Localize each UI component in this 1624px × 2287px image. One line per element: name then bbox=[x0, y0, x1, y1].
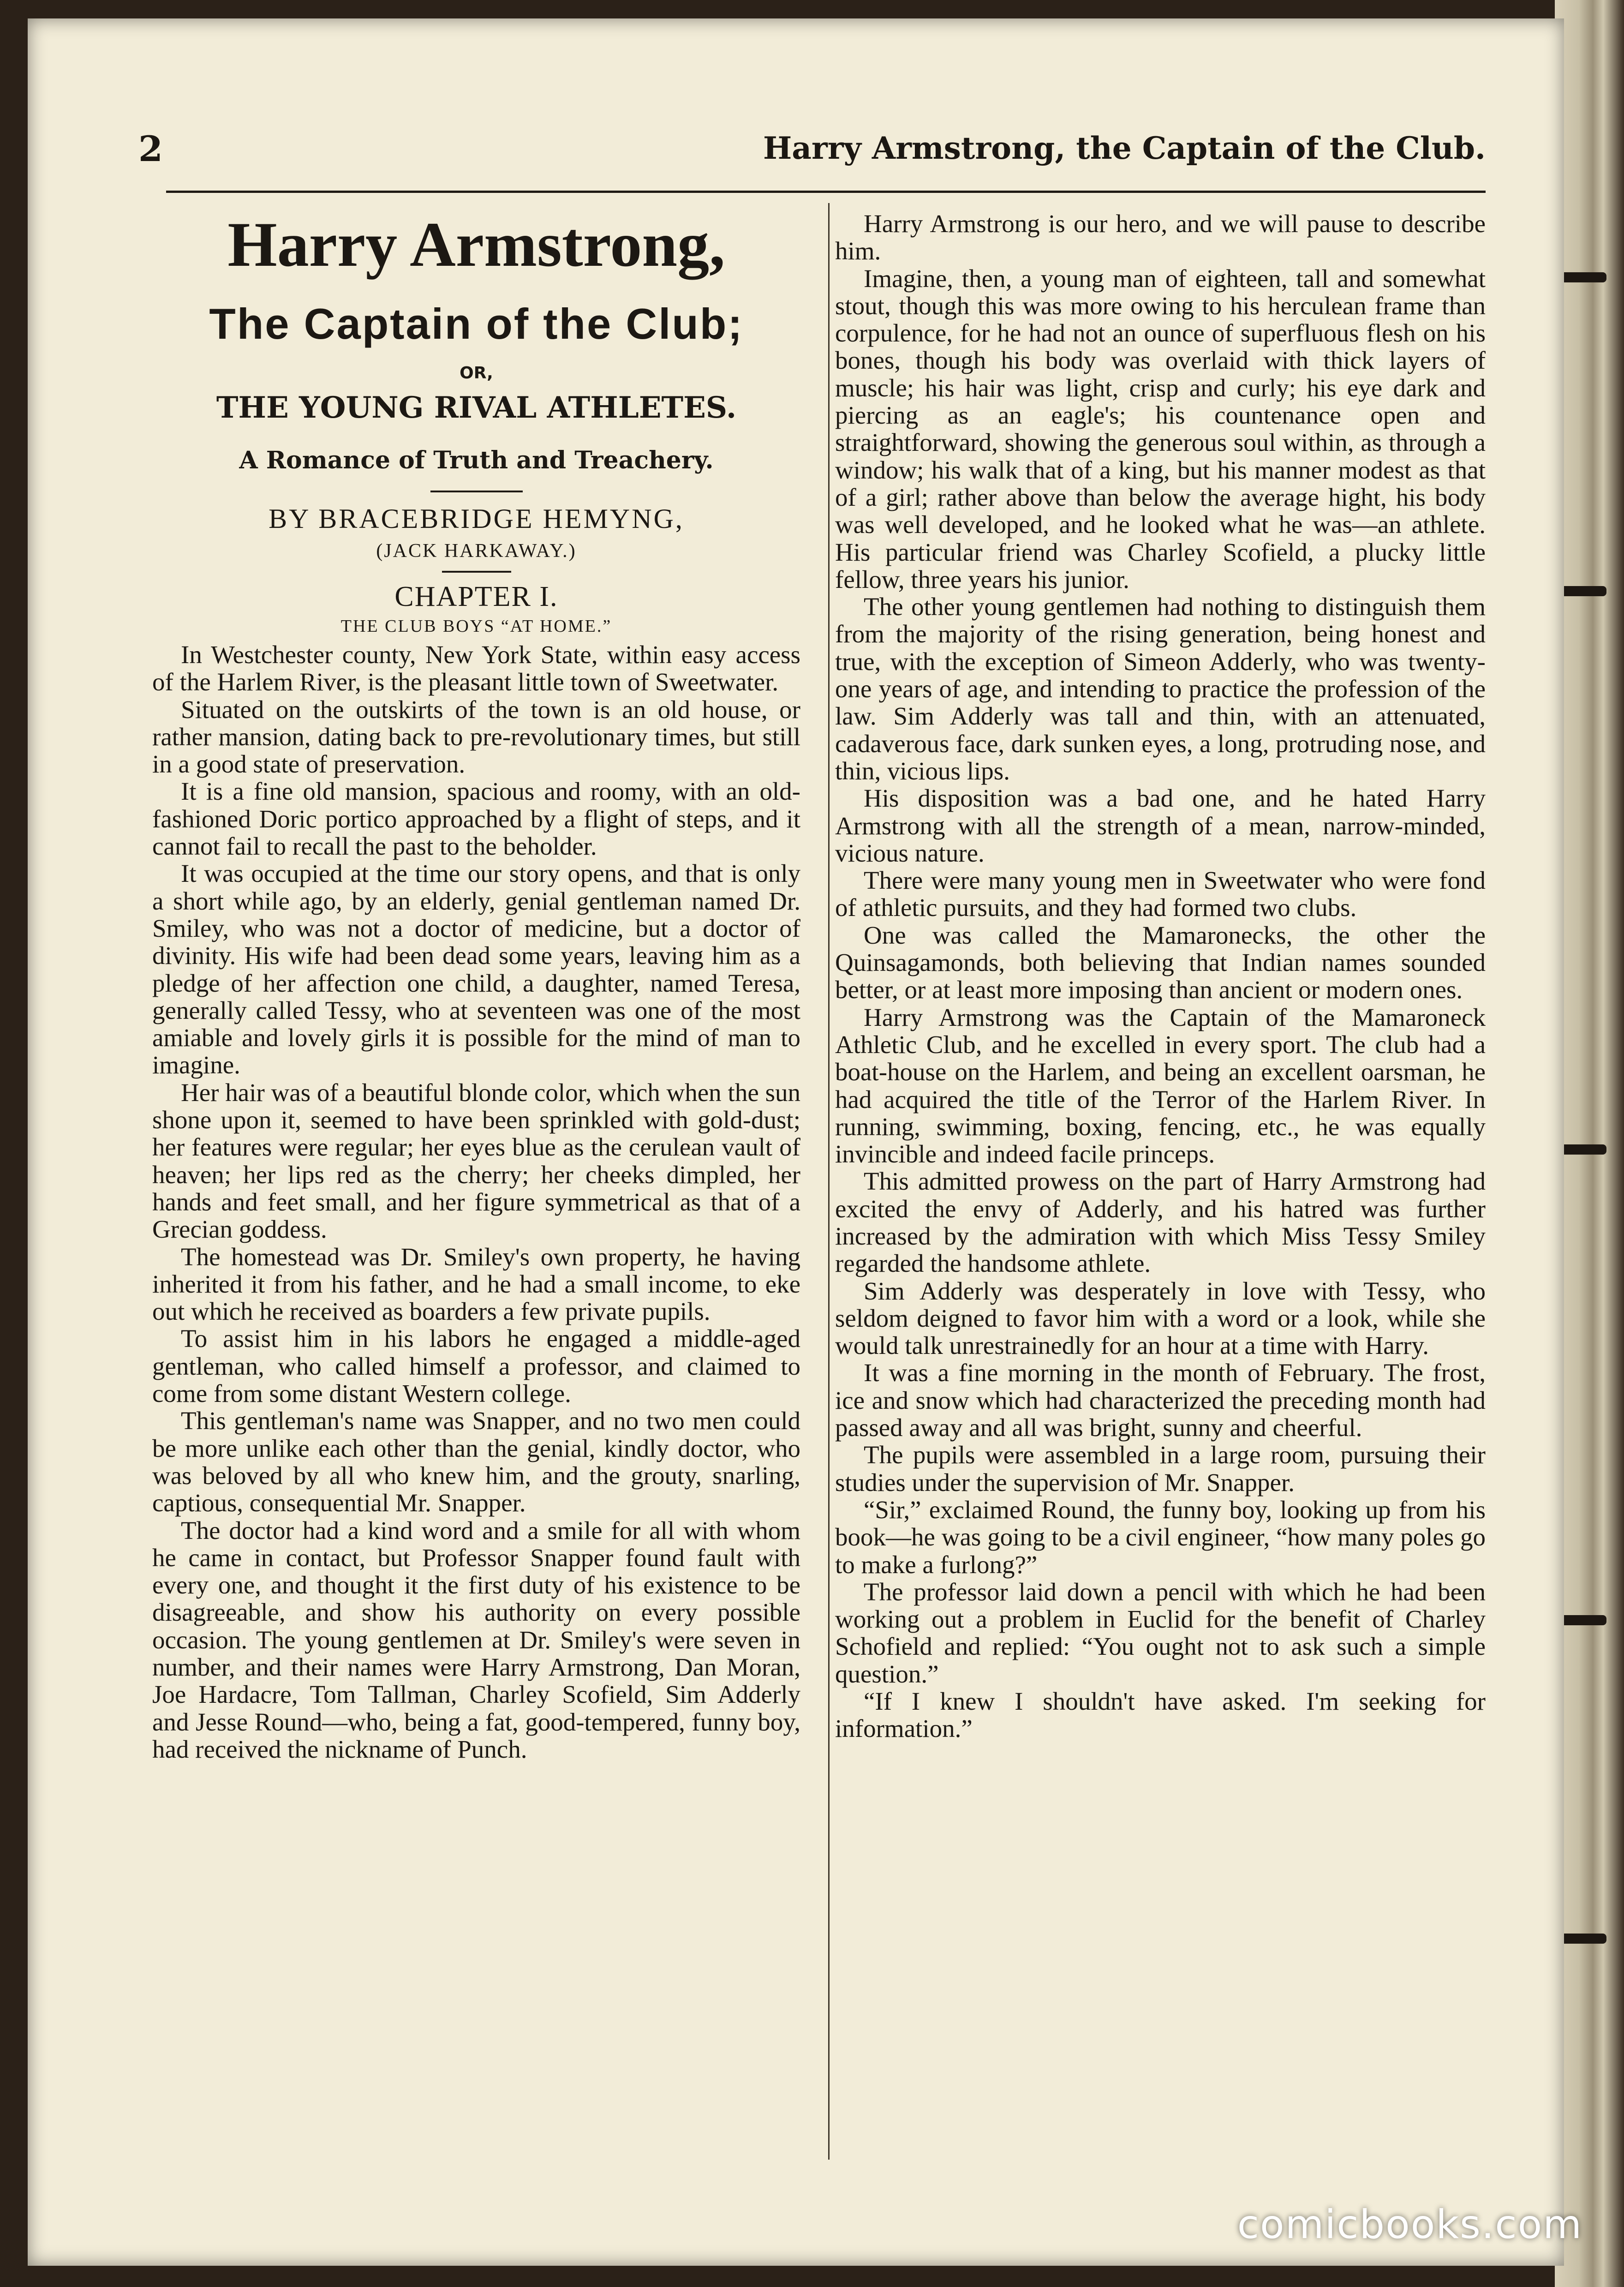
paragraph: The pupils were assembled in a large room, pursuing their studies under the supervision of Mr. Snapper. bbox=[835, 1441, 1486, 1497]
chapter-heading: CHAPTER I. bbox=[394, 581, 558, 612]
title-or: OR, bbox=[460, 364, 493, 383]
story-title: Harry Armstrong, bbox=[227, 209, 725, 280]
paragraph: It was a fine morning in the month of February. The frost, ice and snow which had characterized the preceding month had passed away and all was bright, sunny and cheerful. bbox=[835, 1359, 1486, 1442]
paragraph: To assist him in his labors he engaged a middle-aged gentleman, who called himself a professor, and claimed to come from some distant Western college. bbox=[152, 1324, 800, 1408]
byline: BY BRACEBRIDGE HEMYNG, bbox=[269, 503, 684, 534]
paragraph: Situated on the outskirts of the town is an old house, or rather mansion, dating back to pre-revolutionary times, but still in a good state of preservation. bbox=[152, 695, 800, 778]
paragraph: His disposition was a bad one, and he hated Harry Armstrong with all the strength of a mean, narrow-minded, vicious nature. bbox=[835, 784, 1486, 867]
page-number: 2 bbox=[138, 128, 163, 169]
byline-divider bbox=[442, 571, 511, 573]
story-subtitle: The Captain of the Club; bbox=[209, 299, 744, 348]
paragraph: The homestead was Dr. Smiley's own property, he having inherited it from his father, and he had a small income, to eke out which he received as boarders a few private pupils. bbox=[152, 1242, 800, 1326]
paragraph: There were many young men in Sweetwater who were fond of athletic pursuits, and they had formed two clubs. bbox=[835, 866, 1486, 922]
paragraph: Harry Armstrong was the Captain of the Mamaroneck Athletic Club, and he excelled in every sport. The club had a boat-house on the Harlem, and being an excellent oarsman, he had acquired the title of the Terror of the Harlem River. In running, swimming, boxing, fencing, etc., he was equally invincible and indeed facile princeps. bbox=[835, 1003, 1486, 1168]
left-column bbox=[152, 210, 800, 1763]
watermark: comicbooks.com bbox=[1237, 2202, 1582, 2248]
alternate-title: THE YOUNG RIVAL ATHLETES. bbox=[216, 390, 737, 425]
paragraph: The other young gentlemen had nothing to distinguish them from the majority of the rising generation, being honest and true, with the exception of Simeon Adderly, who was twenty-one years of age, and intending to practice the profession of the law. Sim Adderly was tall and thin, with an attenuated, cadaverous face, dark sunken eyes, a long, protruding nose, and thin, vicious lips. bbox=[835, 593, 1486, 785]
running-head: Harry Armstrong, the Captain of the Club. bbox=[763, 130, 1486, 166]
paragraph: It was occupied at the time our story opens, and that is only a short while ago, by an elderly, genial gentleman named Dr. Smiley, who was not a doctor of medicine, but a doctor of divinity. His wife had been dead some years, leaving him as a pledge of her affection one child, a daughter, named Teresa, generally called Tessy, who at seventeen was one of the most amiable and lovely girls it is possible for the mind of man to imagine. bbox=[152, 859, 800, 1079]
paragraph: The doctor had a kind word and a smile for all with whom he came in contact, but Professor Snapper found fault with every one, and thought it the first duty of his existence to be disagreeable, and show his authority on every possible occasion. The young gentlemen at Dr. Smiley's were seven in number, and their names were Harry Armstrong, Dan Moran, Joe Hardacre, Tom Tallman, Charley Scofield, Sim Adderly and Jesse Round—who, being a fat, good-tempered, funny boy, had received the nickname of Punch. bbox=[152, 1516, 800, 1763]
book-binding bbox=[1555, 0, 1624, 2287]
paragraph: Sim Adderly was desperately in love with Tessy, who seldom deigned to favor him with a word or a look, while she would talk unrestrainedly for an hour at a time with Harry. bbox=[835, 1276, 1486, 1360]
paragraph: “If I knew I shouldn't have asked. I'm seeking for information.” bbox=[835, 1687, 1486, 1743]
romance-tagline: A Romance of Truth and Treachery. bbox=[239, 446, 714, 474]
paragraph: This admitted prowess on the part of Harry Armstrong had excited the envy of Adderly, and his hatred was further increased by the admiration with which Miss Tessy Smiley regarded the handsome athlete. bbox=[835, 1167, 1486, 1278]
paragraph: One was called the Mamaronecks, the other the Quinsagamonds, both believing that Indian names sounded better, or at least more imposing than ancient or modern ones. bbox=[835, 921, 1486, 1004]
paragraph: This gentleman's name was Snapper, and no two men could be more unlike each other than the genial, kindly doctor, who was beloved by all who knew him, and the grouty, snarling, captious, consequential Mr. Snapper. bbox=[152, 1407, 800, 1517]
paragraph: Imagine, then, a young man of eighteen, tall and somewhat stout, though this was more owing to his herculean frame than corpulence, for he had not an ounce of superfluous flesh on his bones, though his body was overlaid with thick layers of muscle; his hair was light, crisp and curly; his eye dark and piercing as an eagle's; his countenance open and straightforward, showing the generous soul within, as through a window; his walk that of a king, but his manner modest as that of a girl; rather above than below the average hight, his body was well developed, and he looked what he was—an athlete. His particular friend was Charley Scofield, a plucky little fellow, three years his junior. bbox=[835, 264, 1486, 593]
paragraph: It is a fine old mansion, spacious and roomy, with an old-fashioned Doric portico approached by a flight of steps, and it cannot fail to recall the past to the beholder. bbox=[152, 777, 800, 861]
page-header bbox=[138, 124, 1486, 184]
pseudonym: (JACK HARKAWAY.) bbox=[376, 540, 577, 562]
header-rule bbox=[166, 191, 1486, 193]
title-divider bbox=[430, 491, 523, 492]
paragraph: Harry Armstrong is our hero, and we will pause to describe him. bbox=[835, 210, 1486, 265]
paragraph: “Sir,” exclaimed Round, the funny boy, looking up from his book—he was going to be a civil engineer, “how many poles go to make a furlong?” bbox=[835, 1495, 1486, 1579]
paragraph: Her hair was of a beautiful blonde color, which when the sun shone upon it, seemed to have been sprinkled with gold-dust; her features were regular; her eyes blue as the cerulean vault of heaven; her lips red as the cherry; her cheeks dimpled, her hands and feet small, and her figure symmetrical as that of a Grecian goddess. bbox=[152, 1078, 800, 1244]
paragraph: The professor laid down a pencil with which he had been working out a problem in Euclid for the benefit of Charley Schofield and replied: “You ought not to ask such a simple question.” bbox=[835, 1577, 1486, 1688]
chapter-title: THE CLUB BOYS “AT HOME.” bbox=[340, 617, 612, 636]
column-divider bbox=[828, 203, 830, 2160]
right-column bbox=[835, 210, 1486, 1742]
paragraph: In Westchester county, New York State, within easy access of the Harlem River, is the pleasant little town of Sweetwater. bbox=[152, 641, 800, 696]
